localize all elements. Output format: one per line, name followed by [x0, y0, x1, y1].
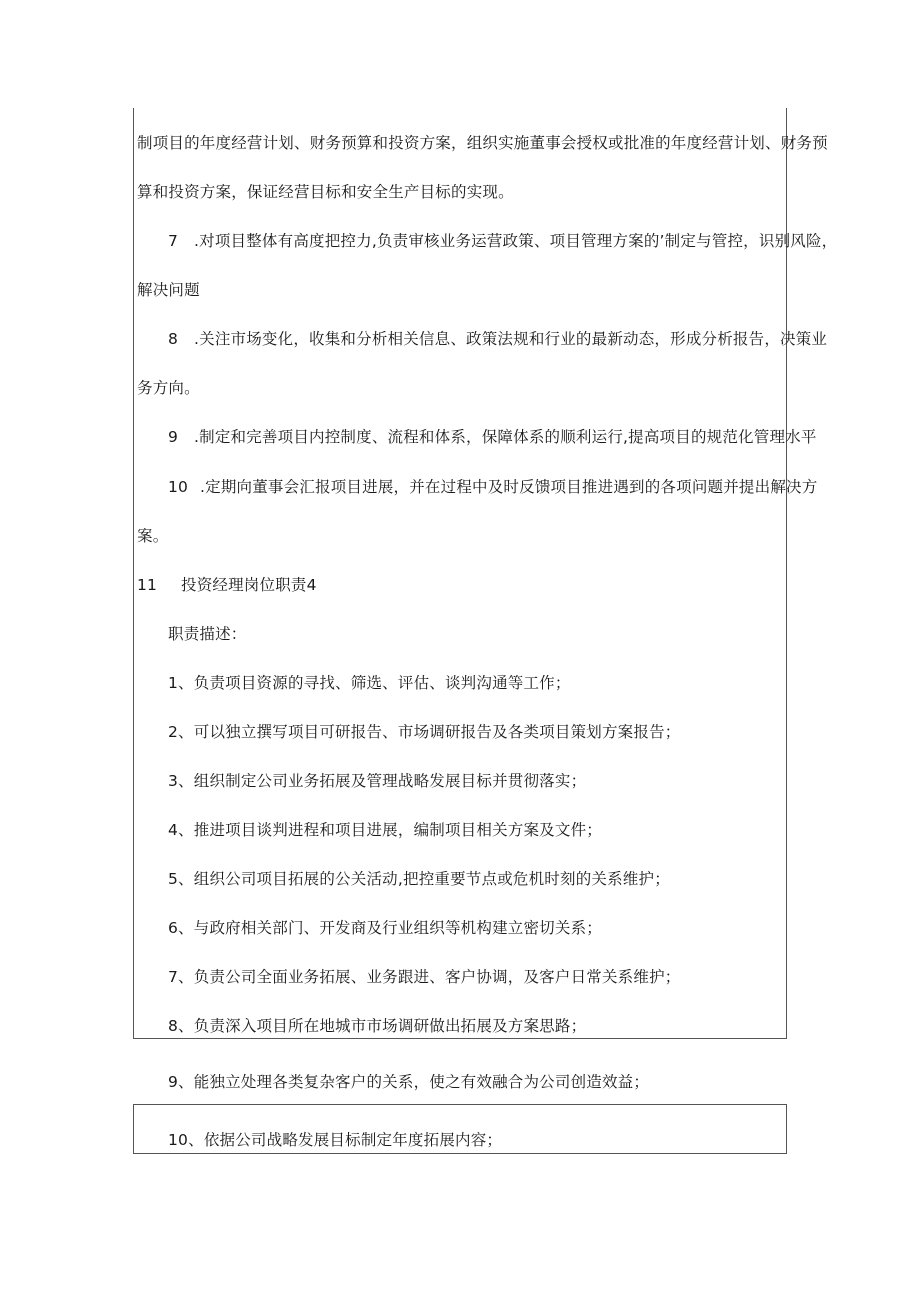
item-text: .关注市场变化，收集和分析相关信息、政策法规和行业的最新动态，形成分析报告，决策业	[194, 330, 828, 348]
paragraph-line: 制项目的年度经营计划、财务预算和投资方案，组织实施董事会授权或批准的年度经营计划、财务预	[137, 134, 828, 152]
section-number: 11	[137, 576, 158, 594]
paragraph-line: 务方向。	[137, 379, 200, 397]
paragraph-line: 案。	[137, 527, 169, 545]
paragraph-line: 算和投资方案，保证经营目标和安全生产目标的实现。	[137, 183, 514, 201]
duty-item: 4、推进项目谈判进程和项目进展，编制项目相关方案及文件；	[168, 821, 602, 839]
duty-item: 9、能独立处理各类复杂客户的关系，使之有效融合为公司创造效益；	[168, 1073, 650, 1091]
item-number: 10	[168, 478, 189, 496]
numbered-item	[168, 329, 828, 349]
duty-item: 3、组织制定公司业务拓展及管理战略发展目标并贯彻落实；	[168, 772, 587, 790]
numbered-item	[168, 477, 818, 497]
item-number: 9	[168, 428, 179, 446]
subheading: 职责描述：	[168, 625, 247, 643]
duty-item: 5、组织公司项目拓展的公关活动,把控重要节点或危机时刻的关系维护；	[168, 870, 670, 888]
duty-item: 7、负责公司全面业务拓展、业务跟进、客户协调，及客户日常关系维护；	[168, 968, 681, 986]
duty-item: 8、负责深入项目所在地城市市场调研做出拓展及方案思路；	[168, 1017, 587, 1035]
numbered-item	[168, 427, 817, 447]
item-number: 7	[168, 232, 179, 250]
item-text: .制定和完善项目内控制度、流程和体系，保障体系的顺利运行,提高项目的规范化管理水平	[194, 428, 817, 446]
duty-item: 6、与政府相关部门、开发商及行业组织等机构建立密切关系；	[168, 919, 602, 937]
item-text: .对项目整体有高度把控力,负责审核业务运营政策、项目管理方案的’制定与管控，识别风险，	[194, 232, 838, 250]
duty-item: 2、可以独立撰写项目可研报告、市场调研报告及各类项目策划方案报告；	[168, 723, 681, 741]
paragraph-line: 解决问题	[137, 281, 200, 299]
item-number: 8	[168, 330, 179, 348]
duty-item: 1、负责项目资源的寻找、筛选、评估、谈判沟通等工作；	[168, 674, 571, 692]
item-text: .定期向董事会汇报项目进展，并在过程中及时反馈项目推进遇到的各项问题并提出解决方	[200, 478, 818, 496]
section-title: 投资经理岗位职责4	[181, 576, 317, 594]
numbered-item	[168, 231, 838, 251]
duty-item: 10、依据公司战略发展目标制定年度拓展内容；	[168, 1131, 503, 1149]
section-heading	[137, 575, 317, 595]
